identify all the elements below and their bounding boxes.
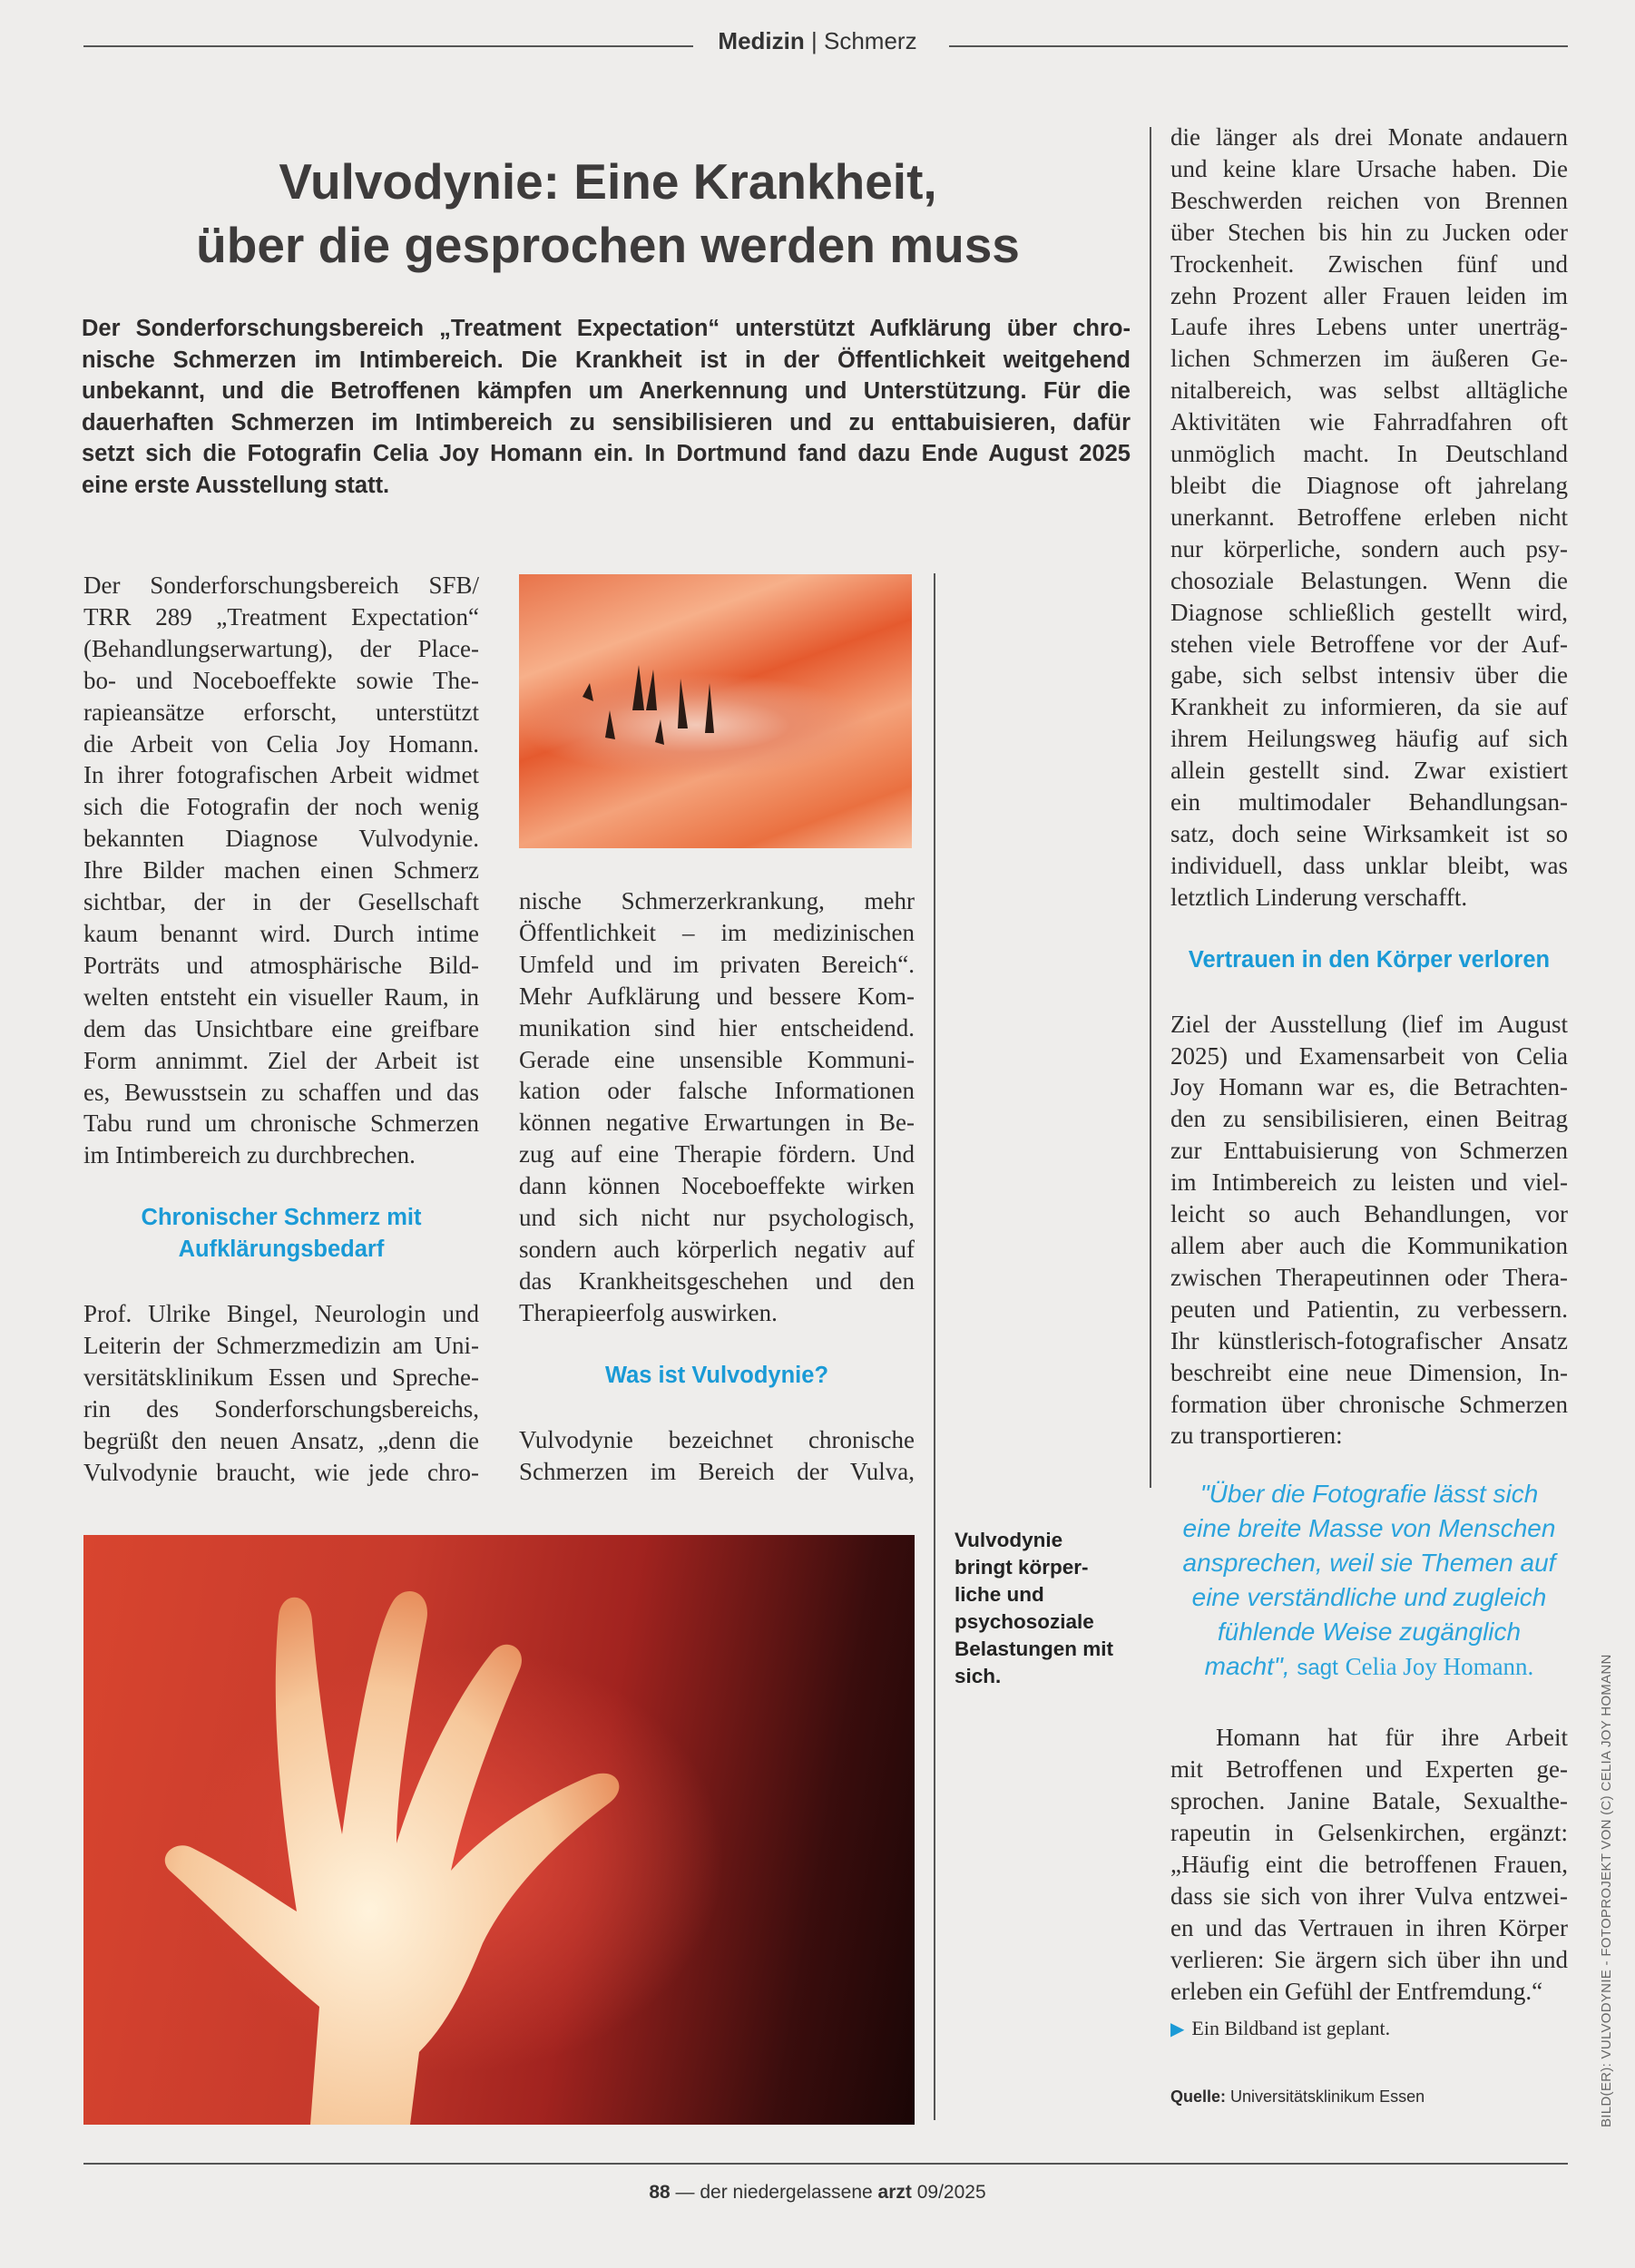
text-line: bo- und Noceboeffekte sowie The- xyxy=(83,666,479,694)
text-line: verlieren: Sie ärgern sich über ihn und xyxy=(1170,1945,1568,1973)
caption-line: liche und xyxy=(955,1583,1044,1606)
quote-line xyxy=(1170,1511,1568,1546)
column-divider-3 xyxy=(1150,127,1151,1488)
note-text: Ein Bildband ist geplant. xyxy=(1191,2016,1391,2039)
text-line: ihrem Heilungsweg häufig auf sich xyxy=(1170,725,1568,753)
photo-hand xyxy=(83,1535,915,2125)
text-line: Aktivitäten wie Fahrradfahren oft xyxy=(1170,408,1568,436)
text-line: sondern auch körperlich negativ auf xyxy=(519,1235,915,1263)
text-line: sprochen. Janine Batale, Sexualthe- xyxy=(1170,1787,1568,1815)
text-line: nur körperliche, sondern auch psy- xyxy=(1170,534,1568,562)
text-line: welten entsteht ein visueller Raum, in xyxy=(83,982,479,1011)
text-line: Tabu rund um chronische Schmerzen xyxy=(83,1110,479,1138)
page-number: 88 xyxy=(649,2182,671,2203)
photo-credit: BILD(ER): VULVODYNIE - FOTOPROJEKT VON (C) CELIA JOY HOMANN xyxy=(1599,1654,1614,2127)
text-line: stehen viele Betroffene vor der Auf- xyxy=(1170,630,1568,658)
text-line: Ziel der Ausstellung (lief im August xyxy=(1170,1010,1568,1038)
text-line: zwischen Therapeutinnen oder Thera- xyxy=(1170,1263,1568,1291)
text-line: Umfeld und im privaten Bereich“. xyxy=(519,950,915,978)
paragraph xyxy=(519,885,915,1329)
quote-text: eine verständliche und zugleich xyxy=(1191,1583,1547,1612)
text-line: Vulvodynie braucht, wie jede chro- xyxy=(83,1458,479,1486)
quote-line xyxy=(1170,1649,1568,1686)
title-line: über die gesprochen werden muss xyxy=(196,217,1020,273)
text-line: Therapieerfolg auswirken. xyxy=(519,1298,778,1326)
title-line: Vulvodynie: Eine Krankheit, xyxy=(279,153,937,210)
text-line: lichen Schmerzen im äußeren Ge- xyxy=(1170,345,1568,373)
subheading xyxy=(83,1202,479,1266)
section-separator: | xyxy=(811,27,818,54)
text-line: „Häufig eint die betroffenen Frauen, xyxy=(1170,1850,1568,1878)
text-line: formation über chronische Schmerzen xyxy=(1170,1390,1568,1418)
paragraph xyxy=(1170,1722,1568,2007)
lead-line: nische Schmerzen im Intimbereich. Die Krankheit ist in der Öffentlichkeit weitgehend xyxy=(82,347,1131,373)
section-header xyxy=(0,27,1635,55)
text-line: zug auf eine Therapie fördern. Und xyxy=(519,1140,915,1168)
column-3 xyxy=(1170,122,1568,2113)
issue-number: 09/2025 xyxy=(916,2182,986,2203)
footer-rule xyxy=(83,2163,1568,2165)
source-line xyxy=(1170,2081,1568,2113)
paragraph xyxy=(83,570,479,1171)
column-1 xyxy=(83,570,479,1489)
triangle-right-icon: ▶ xyxy=(1170,2019,1185,2039)
text-line: 2025) und Examensarbeit von Celia xyxy=(1170,1041,1568,1070)
quote-source: Celia Joy Homann. xyxy=(1345,1653,1534,1681)
text-line: beschreibt eine neue Dimension, In- xyxy=(1170,1358,1568,1386)
quote-line xyxy=(1170,1546,1568,1580)
column-2 xyxy=(519,885,915,1488)
source-value: Universitätsklinikum Essen xyxy=(1230,2087,1425,2107)
text-line: Gerade eine unsensible Kommuni- xyxy=(519,1045,915,1073)
note xyxy=(1170,2013,1568,2046)
text-line: allem aber auch die Kommunikation xyxy=(1170,1232,1568,1259)
text-line: Schmerzen im Bereich der Vulva, xyxy=(519,1457,915,1485)
column-divider-2 xyxy=(934,573,935,2120)
text-line: Leiterin der Schmerzmedizin am Uni- xyxy=(83,1332,479,1360)
paragraph xyxy=(1170,1009,1568,1452)
text-line: im Intimbereich zu leisten und viel- xyxy=(1170,1168,1568,1197)
text-line: Laufe ihres Lebens unter unerträg- xyxy=(1170,313,1568,341)
subheading-line: Aufklärungsbedarf xyxy=(178,1237,385,1263)
text-line: Vulvodynie bezeichnet chronische xyxy=(519,1425,915,1453)
text-line: unmöglich macht. In Deutschland xyxy=(1170,440,1568,468)
caption-line: sich. xyxy=(955,1665,1002,1687)
text-line: Form annimmt. Ziel der Arbeit ist xyxy=(83,1046,479,1074)
text-line: die Arbeit von Celia Joy Homann. xyxy=(83,729,479,758)
text-line: den zu sensibilisieren, einen Beitrag xyxy=(1170,1105,1568,1133)
text-line: über Stechen bis hin zu Jucken oder xyxy=(1170,218,1568,246)
text-line: zu transportieren: xyxy=(1170,1422,1343,1450)
footer-dash: — xyxy=(675,2182,695,2203)
text-line: TRR 289 „Treatment Expectation“ xyxy=(83,602,479,631)
text-line: ein multimodaler Behandlungsan- xyxy=(1170,788,1568,816)
text-line: die länger als drei Monate andauern xyxy=(1170,123,1568,151)
text-line: chosoziale Belastungen. Wenn die xyxy=(1170,566,1568,594)
subheading xyxy=(1170,944,1568,976)
text-line: Beschwerden reichen von Brennen xyxy=(1170,186,1568,214)
text-line: Ihre Bilder machen einen Schmerz xyxy=(83,856,479,885)
lead-line: Der Sonderforschungsbereich „Treatment Expectation“ unterstützt Aufklärung über chro- xyxy=(82,316,1131,341)
magazine-name: der niedergelassene xyxy=(700,2182,873,2203)
text-line: nische Schmerzerkrankung, mehr xyxy=(519,887,915,914)
text-line: satz, doch seine Wirksamkeit ist so xyxy=(1170,819,1568,847)
article-title xyxy=(82,150,1134,277)
lead-line: unbekannt, und die Betroffenen kämpfen um Anerkennung und Unterstützung. Für die xyxy=(82,378,1131,405)
text-line: bleibt die Diagnose oft jahrelang xyxy=(1170,471,1568,499)
lead-line: setzt sich die Fotografin Celia Joy Homann ein. In Dortmund fand dazu Ende August 2025 xyxy=(82,441,1131,467)
paragraph xyxy=(83,1298,479,1488)
text-line: Krankheit zu informieren, da sie auf xyxy=(1170,693,1568,721)
topic-label: Schmerz xyxy=(824,27,917,54)
paragraph xyxy=(1170,122,1568,914)
text-line: unerkannt. Betroffene erleben nicht xyxy=(1170,503,1568,531)
subheading-line: Was ist Vulvodynie? xyxy=(604,1362,829,1388)
magazine-name-bold: arzt xyxy=(877,2182,912,2203)
text-line: (Behandlungserwartung), der Place- xyxy=(83,634,479,662)
text-line: nitalbereich, was selbst alltägliche xyxy=(1170,376,1568,405)
paragraph xyxy=(519,1424,915,1488)
section-label: Medizin xyxy=(718,27,805,54)
text-line: allein gestellt sind. Zwar existiert xyxy=(1170,757,1568,785)
text-line: Diagnose schließlich gestellt wird, xyxy=(1170,598,1568,626)
text-line: das Krankheitsgeschehen und den xyxy=(519,1266,915,1295)
text-line: und sich nicht nur psychologisch, xyxy=(519,1204,915,1232)
text-line: es, Bewusstsein zu schaffen und das xyxy=(83,1078,479,1106)
caption-line: Belastungen mit xyxy=(955,1637,1114,1660)
quote-line xyxy=(1170,1477,1568,1511)
text-line: begrüßt den neuen Ansatz, „denn die xyxy=(83,1426,479,1454)
thorn-illustration xyxy=(519,574,912,848)
text-line: kation oder falsche Informationen xyxy=(519,1077,915,1105)
text-line: bekannten Diagnose Vulvodynie. xyxy=(83,825,479,853)
quote-line xyxy=(1170,1580,1568,1615)
text-line: Homann hat für ihre Arbeit xyxy=(1216,1724,1568,1752)
quote-text: ansprechen, weil sie Themen auf xyxy=(1182,1549,1556,1578)
subheading xyxy=(519,1360,915,1392)
text-line: versitätsklinikum Essen und Spreche- xyxy=(83,1364,479,1392)
text-line: Trockenheit. Zwischen fünf und xyxy=(1170,249,1568,278)
text-line: erleben ein Gefühl der Entfremdung.“ xyxy=(1170,1977,1543,2005)
caption-line: bringt körper- xyxy=(955,1556,1089,1579)
page-footer xyxy=(0,2182,1635,2204)
text-line: Porträts und atmosphärische Bild- xyxy=(83,951,479,979)
photo-thorns xyxy=(519,574,912,848)
text-line: In ihrer fotografischen Arbeit widmet xyxy=(83,761,479,789)
text-line: zur Enttabuisierung von Schmerzen xyxy=(1170,1137,1568,1165)
text-line: Prof. Ulrike Bingel, Neurologin und xyxy=(83,1300,479,1328)
caption-line: psychosoziale xyxy=(955,1610,1094,1633)
source-label: Quelle: xyxy=(1170,2087,1227,2107)
text-line: Mehr Aufklärung und bessere Kom- xyxy=(519,982,915,1010)
quote-line xyxy=(1170,1615,1568,1649)
article-lead xyxy=(82,313,1131,502)
text-line: zehn Prozent aller Frauen leiden im xyxy=(1170,281,1568,309)
text-line: rapieansätze erforscht, unterstützt xyxy=(83,698,479,726)
text-line: Der Sonderforschungsbereich SFB/ xyxy=(83,572,479,599)
image-caption xyxy=(955,1527,1145,1690)
text-line: sichtbar, der in der Gesellschaft xyxy=(83,888,479,916)
text-line: leicht so auch Behandlungen, vor xyxy=(1170,1200,1568,1228)
quote-text: "Über die Fotografie lässt sich xyxy=(1199,1480,1539,1509)
quote-verb: sagt xyxy=(1297,1656,1338,1681)
text-line: dann können Noceboeffekte wirken xyxy=(519,1172,915,1200)
text-line: dass sie sich von ihrer Vulva entzwei- xyxy=(1170,1882,1568,1910)
text-line: und keine klare Ursache haben. Die xyxy=(1170,154,1568,182)
quote-text: macht", xyxy=(1204,1652,1290,1681)
text-line: können negative Erwartungen in Be- xyxy=(519,1109,915,1137)
text-line: munikation sind hier entscheidend. xyxy=(519,1013,915,1041)
text-line: individuell, dass unklar bleibt, was xyxy=(1170,851,1568,879)
text-line: rapeutin in Gelsenkirchen, ergänzt: xyxy=(1170,1819,1568,1847)
hand-illustration xyxy=(83,1535,915,2125)
text-line: rin des Sonderforschungsbereichs, xyxy=(83,1394,479,1422)
subheading-line: Vertrauen in den Körper verloren xyxy=(1188,946,1551,973)
text-line: kaum benannt wird. Durch intime xyxy=(83,919,479,947)
caption-line: Vulvodynie xyxy=(955,1529,1063,1551)
text-line: Ihr künstlerisch-fotografischer Ansatz xyxy=(1170,1326,1568,1354)
lead-line: eine erste Ausstellung statt. xyxy=(82,472,390,498)
text-line: dem das Unsichtbare eine greifbare xyxy=(83,1014,479,1042)
lead-line: dauerhaften Schmerzen im Intimbereich zu sensibilisieren und zu enttabuisieren, dafür xyxy=(82,409,1131,435)
quote-text: fühlende Weise zugänglich xyxy=(1217,1618,1522,1647)
text-line: peuten und Patientin, zu verbessern. xyxy=(1170,1295,1568,1323)
text-line: Joy Homann war es, die Betrachten- xyxy=(1170,1073,1568,1101)
quote-text: eine breite Masse von Menschen xyxy=(1182,1514,1556,1543)
text-line: gabe, sich selbst intensiv über die xyxy=(1170,661,1568,689)
text-line: mit Betroffenen und Experten ge- xyxy=(1170,1755,1568,1784)
text-line: Öffentlichkeit – im medizinischen xyxy=(519,918,915,946)
subheading-line: Chronischer Schmerz mit xyxy=(141,1205,422,1231)
text-line: sich die Fotografin der noch wenig xyxy=(83,793,479,821)
text-line: letztlich Linderung verschafft. xyxy=(1170,883,1468,911)
text-line: im Intimbereich zu durchbrechen. xyxy=(83,1141,416,1169)
text-line: en und das Vertrauen in ihren Körper xyxy=(1170,1913,1568,1941)
pull-quote xyxy=(1170,1477,1568,1686)
